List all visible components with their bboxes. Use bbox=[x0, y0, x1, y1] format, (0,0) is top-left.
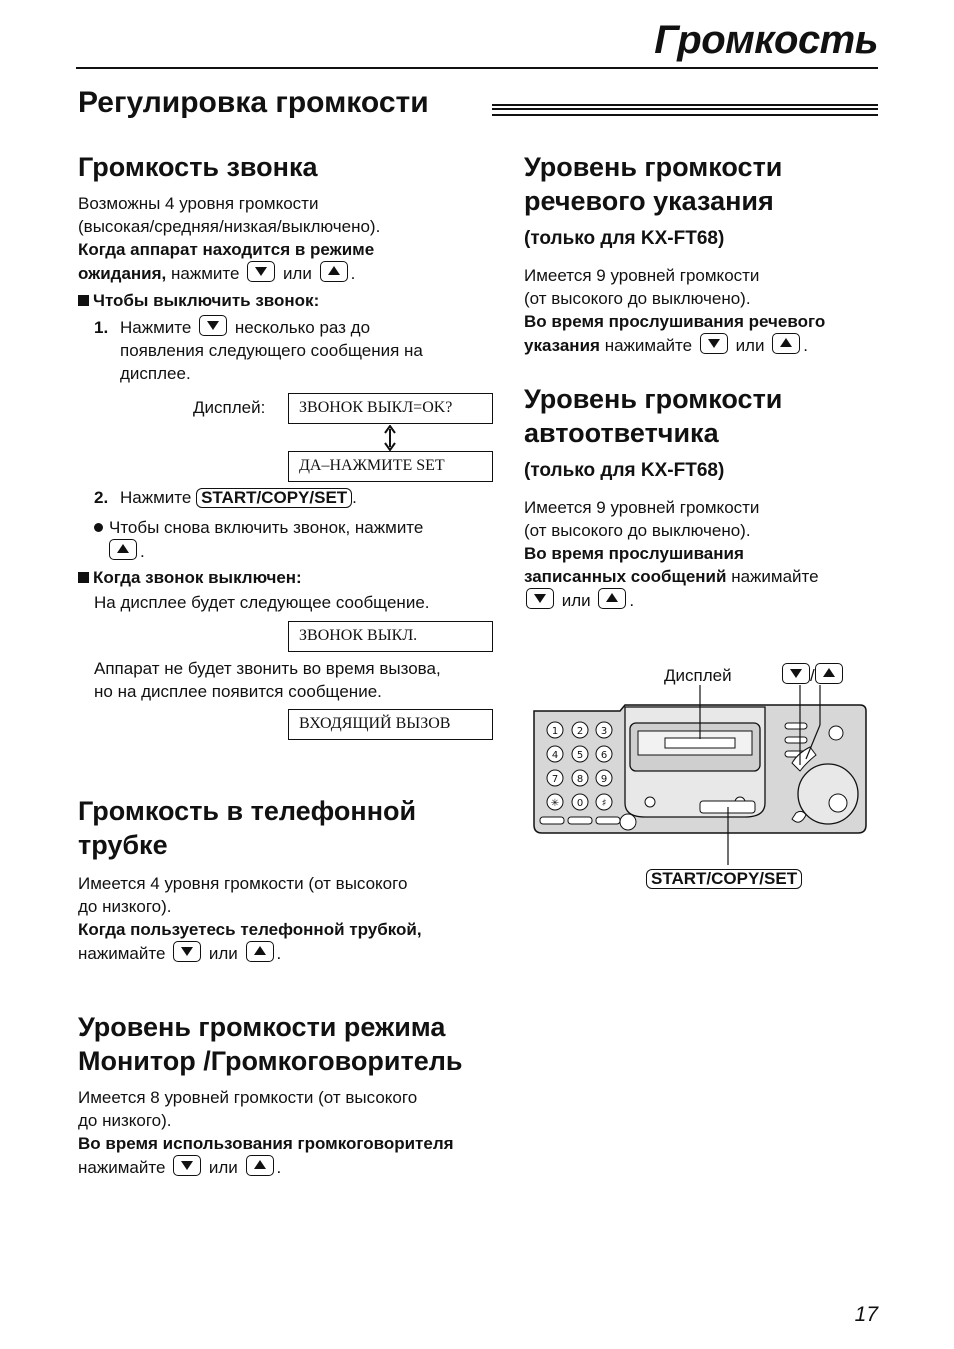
up-key-icon bbox=[772, 333, 800, 354]
down-key-icon bbox=[247, 261, 275, 282]
keypad-key-label: 5 bbox=[576, 750, 584, 761]
ring-when-off-title: Когда звонок выключен: bbox=[78, 566, 302, 589]
up-key-icon bbox=[598, 588, 626, 609]
monitor-text: Имеется 8 уровней громкости (от высокого до низкого). Во время использования громкоговорителя нажимайте или . bbox=[78, 1088, 454, 1177]
up-key-icon bbox=[246, 1155, 274, 1176]
up-key-icon bbox=[320, 261, 348, 282]
round-bullet-icon bbox=[94, 523, 103, 532]
start-copy-set-key-icon: START/COPY/SET bbox=[196, 488, 352, 508]
keypad-key-label: ✳ bbox=[550, 798, 560, 809]
tam-model-note: (только для KX-FT68) bbox=[524, 460, 725, 481]
ring-off-title: Чтобы выключить звонок: bbox=[78, 289, 319, 312]
section-title: Регулировка громкости bbox=[78, 86, 429, 119]
voice-model-note: (только для KX-FT68) bbox=[524, 228, 725, 249]
diagram-start-label bbox=[646, 867, 802, 890]
ring-bullet: Чтобы снова включить звонок, нажмите . bbox=[94, 516, 484, 563]
down-key-icon bbox=[199, 315, 227, 336]
toggle-arrow-icon bbox=[382, 425, 398, 451]
keypad-key-label: 2 bbox=[576, 726, 584, 737]
keypad-key-label: 0 bbox=[576, 798, 584, 809]
title-decor-lines bbox=[492, 104, 878, 116]
page-header-title: Громкость bbox=[654, 18, 878, 62]
down-key-icon bbox=[526, 588, 554, 609]
keypad-key-label: 8 bbox=[576, 774, 584, 785]
handset-text: Имеется 4 уровня громкости (от высокого до низкого). Когда пользуетесь телефонной трубкой, нажимайте или . bbox=[78, 874, 422, 963]
tam-text: Имеется 9 уровней громкости (от высокого до выключено). Во время прослушивания записанных сообщений нажимайте или . bbox=[524, 498, 819, 610]
page-number: 17 bbox=[854, 1303, 878, 1326]
keypad-key-label: 7 bbox=[551, 774, 559, 785]
voice-heading: Уровень громкости речевого указания bbox=[524, 152, 783, 216]
keypad-key-label: ♯ bbox=[601, 798, 607, 809]
keypad-key-label: 9 bbox=[600, 774, 608, 785]
up-key-icon bbox=[246, 941, 274, 962]
monitor-heading: Уровень громкости режима Монитор /Громкоговоритель bbox=[78, 1012, 463, 1076]
keypad-key-label: 4 bbox=[551, 750, 559, 761]
tam-heading: Уровень громкости автоответчика bbox=[524, 384, 783, 448]
down-key-icon bbox=[173, 1155, 201, 1176]
lcd-message-4: ВХОДЯЩИЙ ВЫЗОВ bbox=[288, 709, 493, 740]
ring-note: Аппарат не будет звонить во время вызова, но на дисплее появится сообщение. bbox=[94, 659, 441, 701]
fax-machine-diagram bbox=[530, 685, 870, 865]
up-key-icon bbox=[815, 663, 843, 684]
lcd-message-1: ЗВОНОК ВЫКЛ=OK? bbox=[288, 393, 493, 424]
keypad-key-label: 3 bbox=[600, 726, 608, 737]
display-label: Дисплей: bbox=[193, 398, 266, 417]
handset-heading: Громкость в телефонной трубке bbox=[78, 796, 417, 860]
diagram-volume-keys: / bbox=[782, 663, 843, 687]
ring-heading: Громкость звонка bbox=[78, 152, 318, 182]
square-bullet-icon bbox=[78, 572, 89, 583]
voice-text: Имеется 9 уровней громкости (от высокого до выключено). Во время прослушивания речевого указания нажимайте или . bbox=[524, 266, 826, 355]
square-bullet-icon bbox=[78, 295, 89, 306]
keypad-key-label: 1 bbox=[551, 726, 559, 737]
start-copy-set-key-icon: START/COPY/SET bbox=[646, 869, 802, 889]
header-rule bbox=[76, 67, 878, 69]
ring-text: Возможны 4 уровня громкости (высокая/средняя/низкая/выключено). Когда аппарат находится в режиме ожидания, нажмите или . bbox=[78, 194, 381, 283]
ring-step-2: 2. Нажмите START/COPY/SET . bbox=[94, 488, 357, 507]
keypad-key-label: 6 bbox=[600, 750, 608, 761]
lcd-message-3: ЗВОНОК ВЫКЛ. bbox=[288, 621, 493, 652]
ring-step-1: 1. Нажмите несколько раз до появления следующего сообщения на дисплее. bbox=[94, 315, 474, 385]
up-key-icon bbox=[109, 539, 137, 560]
down-key-icon bbox=[782, 663, 810, 684]
ring-when-off-text: На дисплее будет следующее сообщение. bbox=[94, 593, 430, 612]
down-key-icon bbox=[173, 941, 201, 962]
down-key-icon bbox=[700, 333, 728, 354]
lcd-message-2: ДА–НАЖМИТЕ SET bbox=[288, 451, 493, 482]
diagram-display-label: Дисплей bbox=[664, 666, 732, 685]
